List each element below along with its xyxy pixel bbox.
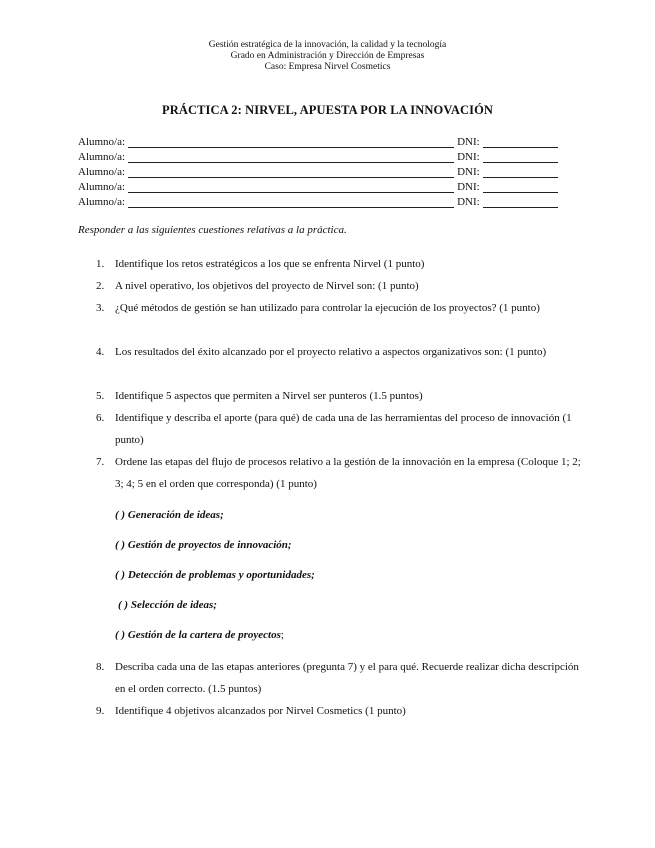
alumno-name-field[interactable] xyxy=(128,181,454,193)
alumno-label: Alumno/a: xyxy=(78,166,126,178)
question-text: Identifique los retos estratégicos a los que se enfrenta Nirvel (1 punto) xyxy=(115,258,425,270)
student-row xyxy=(78,150,578,165)
question-item xyxy=(96,407,586,451)
page-title: PRÁCTICA 2: NIRVEL, APUESTA POR LA INNOVACIÓN xyxy=(161,103,494,117)
dni-label: DNI: xyxy=(457,196,480,208)
question-text: ¿Qué métodos de gestión se han utilizado para controlar la ejecución de los proyectos? (1 punto) xyxy=(115,302,540,314)
document-header xyxy=(0,40,655,73)
question-text: Los resultados del éxito alcanzado por el proyecto relativo a aspectos organizativos son: (1 punto) xyxy=(115,346,547,358)
question-item xyxy=(96,656,586,700)
question-item xyxy=(96,700,586,722)
alumno-label: Alumno/a: xyxy=(78,136,126,148)
header-course: Gestión estratégica de la innovación, la calidad y la tecnología xyxy=(208,40,447,50)
student-row xyxy=(78,135,578,150)
question-item xyxy=(96,385,586,407)
dni-label: DNI: xyxy=(457,136,480,148)
dni-label: DNI: xyxy=(457,166,480,178)
student-row xyxy=(78,165,578,180)
question-number: 3. xyxy=(96,302,105,314)
dni-field[interactable] xyxy=(483,151,558,163)
question-item xyxy=(96,297,586,319)
question-text: Ordene las etapas del flujo de procesos relativo a la gestión de la innovación en la empresa (Coloque 1; 2; 3; 4; 5 en el orden que corresponda) (1 punto) xyxy=(115,456,581,490)
alumno-name-field[interactable] xyxy=(128,166,454,178)
question-text: Identifique 5 aspectos que permiten a Nirvel ser punteros (1.5 puntos) xyxy=(115,390,423,402)
student-row xyxy=(78,180,578,195)
option-label: ( ) Gestión de proyectos de innovación; xyxy=(115,539,292,551)
alumno-label: Alumno/a: xyxy=(78,181,126,193)
header-degree: Grado en Administración y Dirección de Empresas xyxy=(230,51,425,61)
order-option-gestion-proyectos[interactable] xyxy=(115,539,292,551)
dni-field[interactable] xyxy=(483,166,558,178)
question-text: Identifique y describa el aporte (para qué) de cada una de las herramientas del proceso de innovación (1 punto) xyxy=(115,412,572,446)
question-number: 2. xyxy=(96,280,105,292)
order-option-deteccion[interactable] xyxy=(115,569,315,581)
student-row xyxy=(78,195,578,210)
question-item xyxy=(96,275,586,297)
order-option-cartera[interactable] xyxy=(115,629,284,641)
dni-label: DNI: xyxy=(457,181,480,193)
dni-field[interactable] xyxy=(483,196,558,208)
alumno-name-field[interactable] xyxy=(128,136,454,148)
question-number: 8. xyxy=(96,661,105,673)
instructions-text: Responder a las siguientes cuestiones relativas a la práctica. xyxy=(78,224,347,236)
question-item xyxy=(96,341,586,363)
question-text: A nivel operativo, los objetivos del proyecto de Nirvel son: (1 punto) xyxy=(115,280,419,292)
question-text: Describa cada una de las etapas anteriores (pregunta 7) y el para qué. Recuerde realizar dicha descripción en el orden correcto. (1.5 puntos) xyxy=(115,661,579,695)
alumno-label: Alumno/a: xyxy=(78,196,126,208)
student-fields xyxy=(78,135,578,210)
option-label: ( ) Gestión de la cartera de proyectos xyxy=(115,629,281,641)
order-option-generacion[interactable] xyxy=(115,509,224,521)
question-number: 4. xyxy=(96,346,105,358)
question-item xyxy=(96,451,586,495)
question-item xyxy=(96,253,586,275)
alumno-name-field[interactable] xyxy=(128,196,454,208)
question-number: 9. xyxy=(96,705,105,717)
option-label: ( ) Selección de ideas; xyxy=(118,599,217,611)
option-tail: ; xyxy=(280,629,284,641)
dni-field[interactable] xyxy=(483,136,558,148)
alumno-label: Alumno/a: xyxy=(78,151,126,163)
question-number: 1. xyxy=(96,258,105,270)
question-number: 5. xyxy=(96,390,105,402)
order-option-seleccion[interactable] xyxy=(118,599,217,611)
question-number: 7. xyxy=(96,456,105,468)
question-text: Identifique 4 objetivos alcanzados por Nirvel Cosmetics (1 punto) xyxy=(115,705,406,717)
dni-label: DNI: xyxy=(457,151,480,163)
question-number: 6. xyxy=(96,412,105,424)
option-label: ( ) Generación de ideas; xyxy=(115,509,224,521)
option-label: ( ) Detección de problemas y oportunidades; xyxy=(115,569,315,581)
alumno-name-field[interactable] xyxy=(128,151,454,163)
dni-field[interactable] xyxy=(483,181,558,193)
header-case: Caso: Empresa Nirvel Cosmetics xyxy=(264,62,391,72)
